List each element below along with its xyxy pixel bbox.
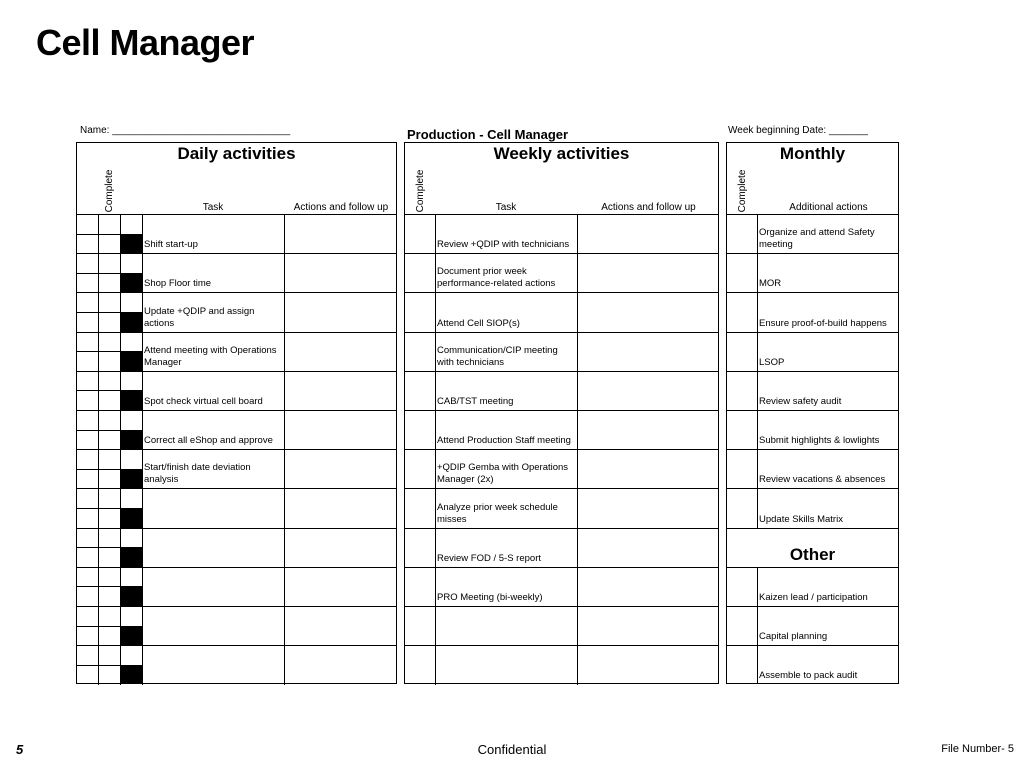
week-beginning-label: Week beginning Date: _______ [728,125,868,136]
monthly-item-text: LSOP [759,356,785,368]
weekly-actions-header: Actions and follow up [601,202,696,213]
daily-checkbox-marker [121,586,142,606]
daily-checkbox-marker [121,469,142,489]
weekly-task-text: PRO Meeting (bi-weekly) [437,591,543,603]
daily-task-text [144,489,282,525]
monthly-title: Monthly [779,144,846,163]
daily-checkbox-marker [121,508,142,528]
weekly-task-text: Analyze prior week schedule misses [437,501,558,525]
daily-complete-label: Complete [104,169,115,213]
page-number: 5 [16,742,24,757]
daily-checkbox-marker [121,273,142,293]
monthly-row-divider [727,528,898,529]
daily-checkbox-marker [121,351,142,371]
other-item-text: Capital planning [759,631,828,643]
weekly-activities-panel [404,142,719,684]
name-field-label: Name: ________________________________ [80,125,291,136]
daily-task-text: Update +QDIP and assign actions [144,305,255,329]
daily-task-text: Attend meeting with Operations Manager [144,344,277,368]
daily-task-text [144,568,282,604]
weekly-task-text: Review +QDIP with technicians [437,239,570,251]
weekly-task-text: Attend Production Staff meeting [437,435,571,447]
file-number: File Number- 5 [941,743,1014,755]
weekly-complete-label: Complete [415,169,426,213]
daily-checkbox-marker [121,626,142,646]
weekly-task-header: Task [495,202,517,213]
weekly-activities-title: Weekly activities [493,144,630,163]
other-complete-col-line [757,567,758,685]
daily-checkbox-marker [121,547,142,567]
weekly-task-text [437,607,575,643]
other-title: Other [789,544,836,564]
daily-checkbox-marker [121,312,142,332]
monthly-item-text: Review vacations & absences [759,474,886,486]
weekly-task-text: Review FOD / 5-S report [437,552,541,564]
form-title: Production - Cell Manager [407,127,569,142]
daily-task-text [144,607,282,643]
daily-task-text: Spot check virtual cell board [144,395,263,407]
monthly-item-text: Organize and attend Safety meeting [759,227,875,251]
weekly-task-text: Attend Cell SIOP(s) [437,317,520,329]
monthly-item-text: Ensure proof-of-build happens [759,317,887,329]
daily-task-header: Task [202,202,224,213]
other-item-text: Assemble to pack audit [759,670,858,682]
daily-task-text: Start/finish date deviation analysis [144,462,251,486]
daily-checkbox-marker [121,430,142,450]
monthly-complete-label: Complete [737,169,748,213]
weekly-task-text: CAB/TST meeting [437,395,514,407]
daily-activities-panel [76,142,397,684]
weekly-task-text: Document prior week performance-related actions [437,266,556,290]
monthly-panel [726,142,899,684]
weekly-task-text: Communication/CIP meeting with technicians [437,344,558,368]
monthly-actions-header: Additional actions [789,202,868,213]
daily-checkbox-marker [121,234,142,254]
daily-task-text [144,529,282,565]
monthly-item-text: Review safety audit [759,395,842,407]
daily-task-text: Shift start-up [144,239,198,251]
confidential-label: Confidential [477,742,547,757]
daily-task-text [144,646,282,682]
page-title: Cell Manager [36,22,255,63]
daily-task-text: Correct all eShop and approve [144,435,273,447]
daily-activities-title: Daily activities [177,144,296,163]
weekly-task-text [437,646,575,682]
other-item-text: Kaizen lead / participation [759,591,868,603]
weekly-task-text: +QDIP Gemba with Operations Manager (2x) [437,462,569,486]
monthly-item-text: Update Skills Matrix [759,513,843,525]
monthly-item-text: Submit highlights & lowlights [759,435,880,447]
daily-actions-header: Actions and follow up [293,202,389,213]
daily-checkbox-marker [121,665,142,685]
daily-checkbox-marker [121,390,142,410]
daily-task-text: Shop Floor time [144,278,212,290]
monthly-item-text: MOR [759,278,782,290]
